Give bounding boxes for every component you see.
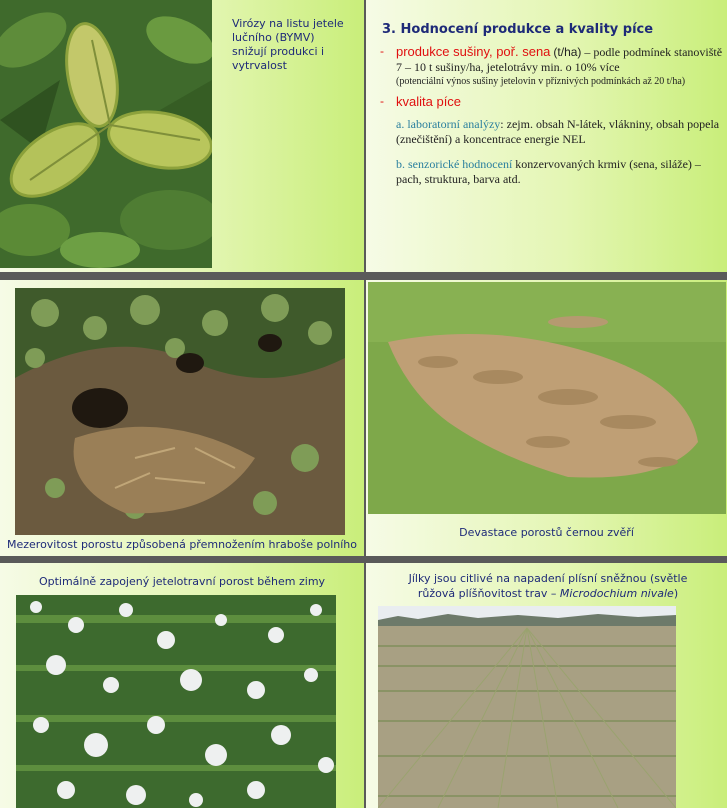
vole-damage-photo <box>15 288 345 535</box>
panel-winter <box>0 563 364 808</box>
evaluation-heading: 3. Hodnocení produkce a kvality píce <box>382 22 654 37</box>
species-name: Microdochium nivale <box>559 587 674 600</box>
panel-boar <box>366 280 727 556</box>
bullet-production <box>380 44 725 88</box>
sensory-label: b. senzorické hodnocení <box>396 157 513 171</box>
snow-mould-field-photo <box>378 606 676 808</box>
panel-evaluation <box>366 0 727 272</box>
panel-bymv <box>0 0 364 272</box>
evaluation-body <box>380 44 725 197</box>
quality-label: kvalita píce <box>396 94 462 109</box>
boar-caption: Devastace porostů černou zvěří <box>459 526 634 539</box>
production-note: (potenciální výnos sušiny jetelovin v příznivých podmínkách až 20 t/ha) <box>396 76 686 87</box>
bullet-marker: - <box>380 44 384 58</box>
lab-analysis-text: : zejm. obsah N-látek, vlákniny, obsah popela (znečištění) a koncentrace energie NEL <box>396 117 720 146</box>
bullet-marker: - <box>380 94 384 108</box>
quality-sub-a <box>396 117 725 147</box>
panel-mould <box>366 563 727 808</box>
vole-caption: Mezerovitost porostu způsobená přemnožením hraboše polního <box>6 538 357 551</box>
bymv-caption: Virózy na listu jetele lučního (BYMV) snižují produkci i vytrvalost <box>232 17 344 72</box>
bullet-quality <box>380 94 725 109</box>
boar-damage-photo <box>368 282 726 514</box>
winter-stand-photo <box>16 595 336 808</box>
sensory-text: konzervovaných krmiv (sena, siláže) – pach, struktura, barva atd. <box>396 157 701 186</box>
clover-virus-photo <box>0 0 212 268</box>
production-text: – podle podmínek stanoviště 7 – 10 t sušiny/ha, jetelotrávy min. o 10% více <box>396 45 723 74</box>
panel-vole <box>0 280 364 556</box>
mould-caption: Jílky jsou citlivé na napadení plísní sněžnou (světle růžová plíšňovitost trav – Microdochium nivale) <box>408 572 688 600</box>
production-unit: (t/ha) <box>553 45 582 59</box>
lab-analysis-label: a. laboratorní analýzy <box>396 117 501 131</box>
quality-sub-b <box>396 157 725 187</box>
winter-caption: Optimálně zapojený jetelotravní porost během zimy <box>38 575 326 588</box>
production-label: produkce sušiny, poř. sena <box>396 44 551 59</box>
